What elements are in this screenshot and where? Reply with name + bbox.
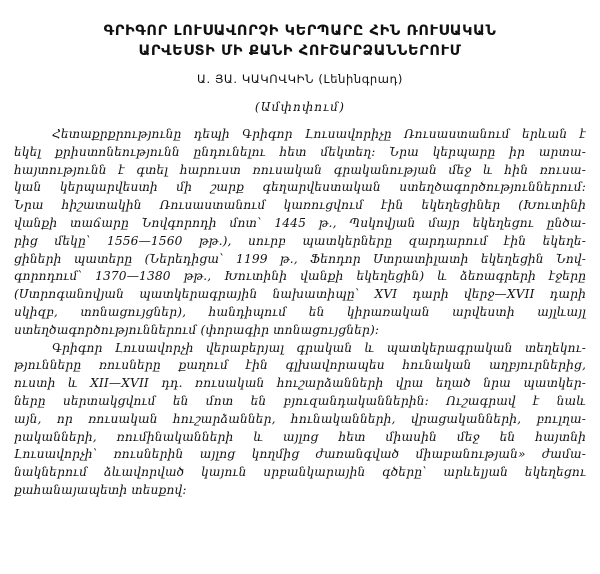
body-line: ցիների պատերը (Ներեդիցա՝ 1199 թ., Ֆեոդոր Ստրատիլատի եկեղեցին Նով-: [14, 251, 586, 266]
article-body: [14, 126, 586, 500]
article-author: Ա. ՅԱ. ԿԱԿՈՎԿԻՆ (Լենինգրադ): [197, 72, 403, 86]
body-line: ստեղծագործություններում (փորագիր տոնացույցներ)։: [14, 322, 380, 337]
body-line: նակներում ձևավորված կայուն սրբանկարային գծերը՝ արևելյան եկեղեցու: [14, 465, 586, 480]
summary-heading: (Ամփոփում): [254, 100, 346, 114]
body-line: Լուսավորչի՝ ռուսներին այլոց կողմից ժառանգված միաբանության» ժամա-: [14, 447, 586, 462]
body-line: րից մեկը՝ 1556—1560 թթ.), սուրբ պատկերները զարդարում էին եկեղե-: [14, 233, 586, 248]
body-line: սկիզբ, տոնացույցներ), հանդիպում են կիրառական արվեստի այլևայլ: [14, 304, 586, 319]
body-line: րականների, ռումինականների և այլոց հետ միասին մեջ են հայտնի: [14, 429, 586, 444]
body-line: կան կերպարվեստի մի շարք գեղարվեստական ստեղծագործություններում։: [14, 180, 586, 195]
article-title-line-2: ԱՐՎԵՍՏԻ ՄԻ ՔԱՆԻ ՀՈՒՇԱՐՁԱՆՆԵՐՈՒՄ: [138, 43, 462, 59]
body-line: գորոդում՝ 1370—1380 թթ., Խուտինի վանքի եկեղեցին) և ձեռագրերի էջերը: [14, 269, 586, 284]
body-line: հայտությունն է գտել հարուստ ռուսական գրականության մեջ և հին ռուսա-: [14, 162, 586, 177]
body-line: թյունները ռուսները քաղում էին գլխավորապես հունական աղբյուրներից,: [14, 358, 586, 373]
body-line: Հետաքրքրությունը դեպի Գրիգոր Լուսավորիչը Ռուսաստանում երևան է: [52, 127, 586, 141]
body-line: ները սերտակցվում են մոտ են բյուզանդականներին։ Ուշագրավ է նաև: [14, 393, 586, 408]
body-line: (Ստրոգանովյան պատկերագրային նախատիպը՝ XVI դարի վերջ—XVII դարի: [14, 287, 586, 302]
body-line: այն, որ ռուսական հուշարձաններ, հունականների, վրացականների, բուլղա-: [14, 411, 586, 426]
body-line: Նրա հիշատակին Ռուսաստանում կառուցվում էին եկեղեցիներ (Խուտինի: [14, 198, 586, 213]
body-line: վանքի տաճարը Նովգորոդի մոտ՝ 1445 թ., Պսկովյան մայր եկեղեցու ընծա-: [14, 215, 586, 230]
body-line: ուստի և XII—XVII դդ. ռուսական հուշարձանների վրա եղած նրա պատկեր-: [14, 376, 586, 391]
body-line: եկել քրիստոնեությունն ընդունելու հետ մեկտեղ։ Նրա կերպարը իր արտա-: [14, 144, 586, 159]
body-line: Գրիգոր Լուսավորչի վերաբերյալ գրական և պատկերագրական տեղեկու-: [52, 340, 586, 355]
body-line: քահանայապետի տեսքով։: [14, 482, 187, 497]
article-title-line-1: ԳՐԻԳՈՐ ԼՈՒՍԱՎՈՐՉԻ ԿԵՐՊԱՐԸ ՀԻՆ ՌՈՒՍԱԿԱՆ: [103, 23, 497, 39]
